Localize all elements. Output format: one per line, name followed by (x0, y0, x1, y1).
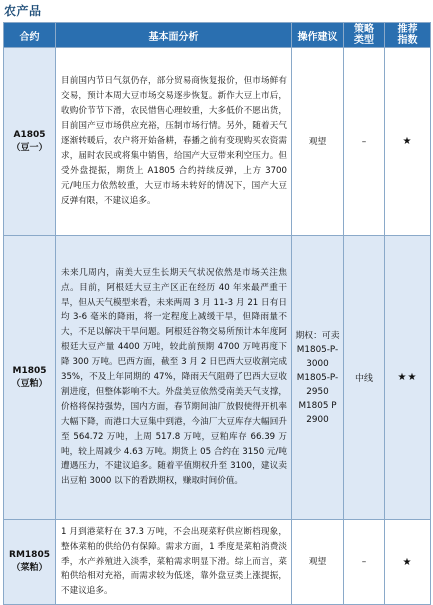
rating-stars: ★ (385, 48, 431, 236)
operation-line: 期权：可卖 (295, 330, 340, 341)
operation-cell (292, 236, 344, 520)
rating-stars: ★ (385, 520, 431, 605)
operation-cell (292, 48, 344, 236)
contract-cell (4, 520, 56, 605)
strategy-type: – (344, 520, 385, 605)
analysis-text: 未来几周内，南美大豆生长期天气状况依然是市场关注焦点。目前，阿根廷大豆主产区正在经历 40 年来最严重干旱，但从天气模型来看，未来两周 3 月 11-3 月 21 日有日均 3-6 毫米的降雨，将一定程度上减缓干旱，但降雨量不大，不足以解决干旱问题。阿根廷谷物交易所预计本年度阿根廷大豆产量 4400 万吨，较此前预期 4700 万吨再度下降 300 万吨。巴西方面，截至 3 月 2 日巴西大豆收割完成 35%，不及上年同期的 47%，降雨天气阻碍了巴西大豆收割进度，但整体影响不大。外盘美豆依然受南美天气支撑，价格将保持强势，国内方面，春节期间油厂放假使得开机率大幅下降，而港口大豆集中到港，今油厂大豆库存大幅回升至 564.72 万吨，上周 517.8 万吨，豆粕库存 66.39 万吨，较上周减少 4.63 万吨。期货上 05 合约在 3150 元/吨遭遇压力，不建议追多。随着平值期权升至 3100，建议卖出豆粕 3000 以下的看跌期权，赚取时间价值。 (56, 236, 292, 520)
contract-cell (4, 236, 56, 520)
contract-name: （豆一） (11, 142, 48, 153)
strategy-type: 中线 (344, 236, 385, 520)
header-rating-line1: 推荐 (397, 24, 418, 35)
contract-name: （菜粕） (11, 563, 48, 573)
table-row (4, 520, 431, 605)
operation-line: 观望 (308, 136, 327, 147)
operation-line: M1805-P-3000 (296, 344, 339, 369)
contract-name: （豆粕） (11, 378, 48, 389)
rating-stars: ★★ (385, 236, 431, 520)
header-strategy-line2: 类型 (354, 35, 374, 46)
header-rating (385, 23, 431, 48)
header-strategy (344, 23, 385, 48)
analysis-text: 1 月到港菜籽在 37.3 万吨，不会出现菜籽供应断档现象，整体菜粕的供给仍有保障。需求方面，1 季度是菜粕消费淡季，水产养殖进入淡季，菜粕需求明显下滑。综上而言，菜粕供给相对充裕，而需求较为低迷，靠外盘豆类上涨提振，不建议追多。 (56, 520, 292, 605)
header-contract: 合约 (4, 23, 56, 48)
contract-cell (4, 48, 56, 236)
table-row (4, 236, 431, 520)
operation-line: M1805 P 2900 (298, 400, 337, 425)
recommendation-table (3, 22, 431, 605)
header-strategy-line1: 策略 (354, 24, 374, 35)
contract-code: RM1805 (9, 550, 50, 560)
header-operation: 操作建议 (292, 23, 344, 48)
operation-line: 观望 (308, 557, 327, 567)
header-rating-line2: 指数 (397, 35, 418, 46)
operation-cell (292, 520, 344, 605)
header-analysis: 基本面分析 (56, 23, 292, 48)
page-title: 农产品 (4, 4, 42, 18)
table-header-row (4, 23, 431, 48)
operation-line: M1805-P-2950 (296, 372, 339, 397)
table-row (4, 48, 431, 236)
contract-code: M1805 (12, 365, 47, 376)
analysis-text: 目前国内节日气氛仍存，部分贸易商恢复报价，但市场鲜有交易，预计本周大豆市场交易逐步恢复。新作大豆上市后，收购价节节下滑，农民惜售心理较重，大多低价不愿出货，目前国产豆市场供应充裕，压制市场行情。另外，随着天气逐渐转暖后，农户将开始备耕，春播之前有变现购买农资需求，届时农民或将集中销售，给国产大豆带来利空压力。但受外盘提振，期货上 A1805 合约持续反弹，上方 3700 元/吨压力依然较重，大豆市场未转好的情况下，国产大豆反弹有限，不建议追多。 (56, 48, 292, 236)
strategy-type: – (344, 48, 385, 236)
contract-code: A1805 (13, 129, 46, 140)
